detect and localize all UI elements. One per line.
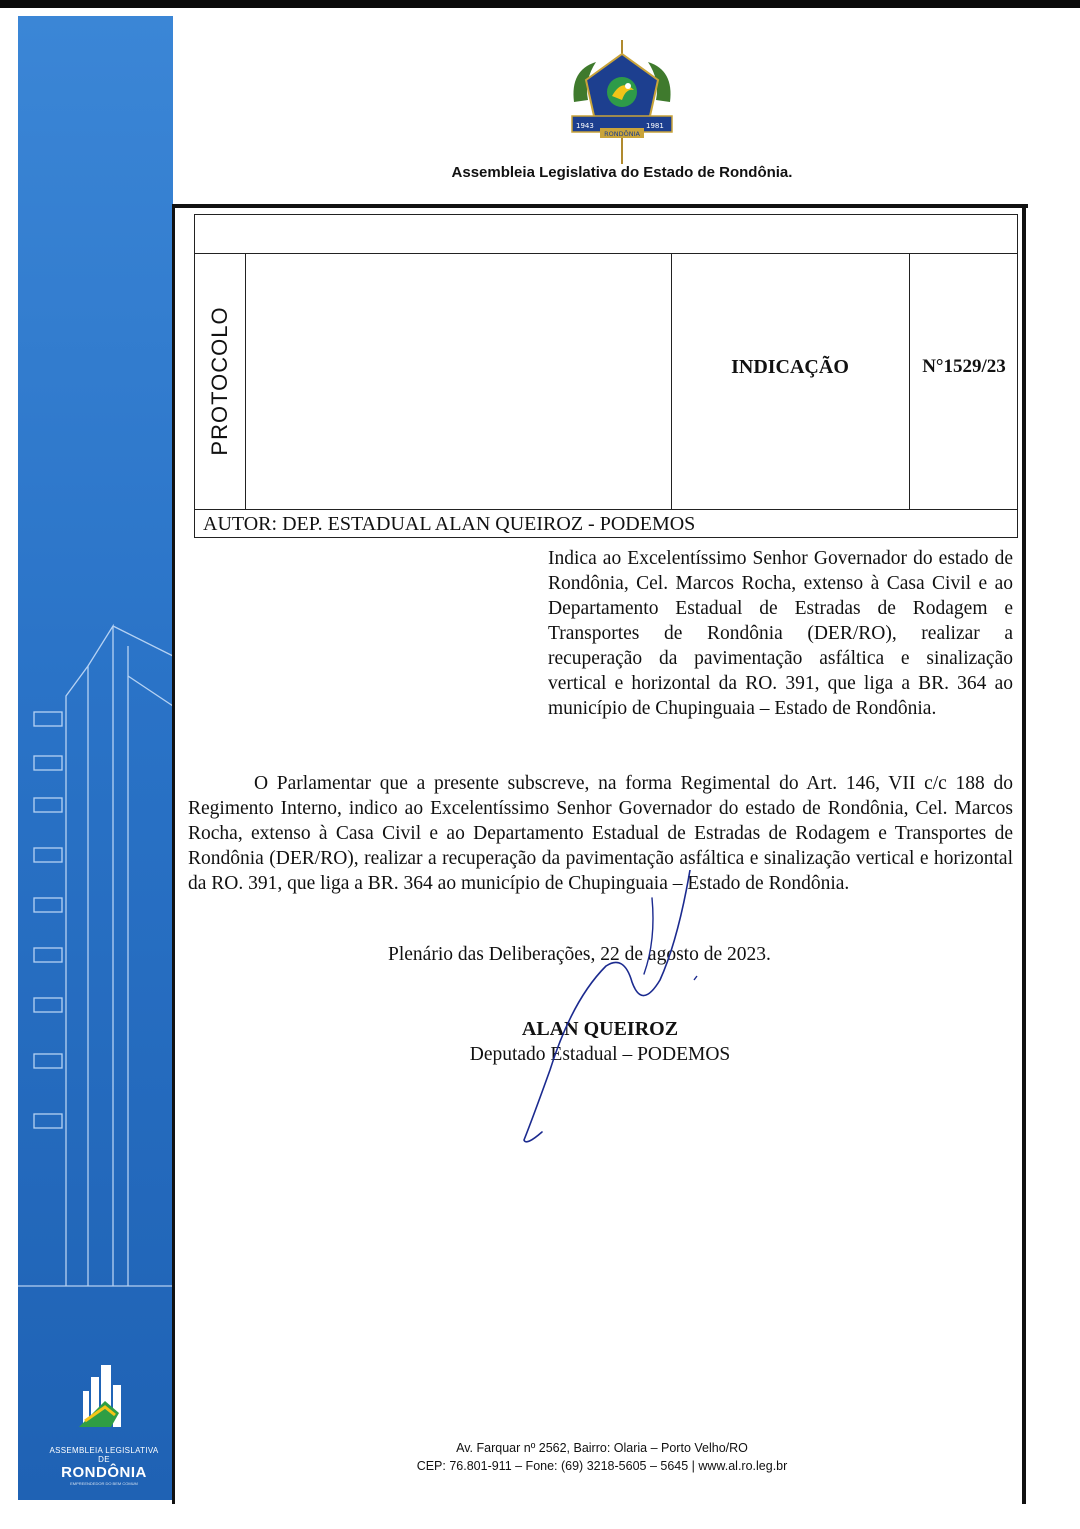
svg-text:1981: 1981 <box>646 122 664 130</box>
doc-number: N°1529/23 <box>922 356 1006 377</box>
frame-left-border <box>172 204 175 1504</box>
assembly-name: Assembleia Legislativa do Estado de Rondônia. <box>451 164 793 181</box>
author-text: AUTOR: DEP. ESTADUAL ALAN QUEIROZ - PODEMOS <box>203 513 696 535</box>
document-header-table <box>194 214 1018 538</box>
handwritten-signature-icon <box>520 870 720 1160</box>
svg-text:RONDÔNIA: RONDÔNIA <box>604 130 640 138</box>
doc-type-cell <box>671 253 910 509</box>
svg-text:1943: 1943 <box>576 122 594 130</box>
logo-name: RONDÔNIA <box>61 1464 147 1481</box>
logo-subtitle: ASSEMBLEIA LEGISLATIVA DE <box>49 1446 159 1464</box>
footer-contact: CEP: 76.801-911 – Fone: (69) 3218-5605 – 5645 | www.al.ro.leg.br <box>416 1459 788 1473</box>
frame-top-border <box>172 204 1028 208</box>
footer-address: Av. Farquar nº 2562, Bairro: Olaria – Porto Velho/RO <box>456 1441 748 1455</box>
signer-role: Deputado Estadual – PODEMOS <box>469 1044 731 1065</box>
ementa-paragraph: Indica ao Excelentíssimo Senhor Governador do estado de Rondônia, Cel. Marcos Rocha, extenso à Casa Civil e ao Departamento Estadual de Estradas de Rodagem e Transportes de Rondônia (DER/RO), realizar a recuperação da pavimentação asfáltica e sinalização vertical e horizontal da RO. 391, que liga a BR. 364 ao município de Chupinguaia – Estado de Rondônia. <box>548 548 1013 719</box>
sidebar-logo <box>44 1376 164 1486</box>
frame-right-border <box>1022 204 1026 1504</box>
top-edge-bar <box>0 0 1080 8</box>
blank-cell <box>245 253 672 509</box>
state-crest-icon <box>566 40 678 168</box>
decorative-sidebar <box>18 16 173 1500</box>
protocol-label: PROTOCOLO <box>207 306 232 456</box>
doc-type: INDICAÇÃO <box>731 356 849 378</box>
signer-name: ALAN QUEIROZ <box>521 1018 679 1040</box>
logo-tagline: EMPREENDEDOR DO BEM COMUM <box>70 1481 138 1486</box>
place-date: Plenário das Deliberações, 22 de agosto de 2023. <box>388 944 771 965</box>
body-paragraph: O Parlamentar que a presente subscreve, na forma Regimental do Art. 146, VII c/c 188 do Regimento Interno, indico ao Excelentíssimo Senhor Governador do estado de Rondônia, Cel. Marcos Rocha, extenso à Casa Civil e ao Departamento Estadual de Estradas de Rodagem e Transportes de Rondônia (DER/RO), realizar a recuperação da pavimentação asfáltica e sinalização vertical e horizontal da RO. 391, que liga a BR. 364 ao município de Chupinguaia – Estado de Rondônia. <box>188 773 1013 894</box>
doc-number-cell <box>909 253 1019 509</box>
header-top-strip <box>195 215 1017 254</box>
protocol-cell <box>195 253 246 509</box>
building-illustration <box>18 16 173 1500</box>
author-row <box>195 509 1017 540</box>
